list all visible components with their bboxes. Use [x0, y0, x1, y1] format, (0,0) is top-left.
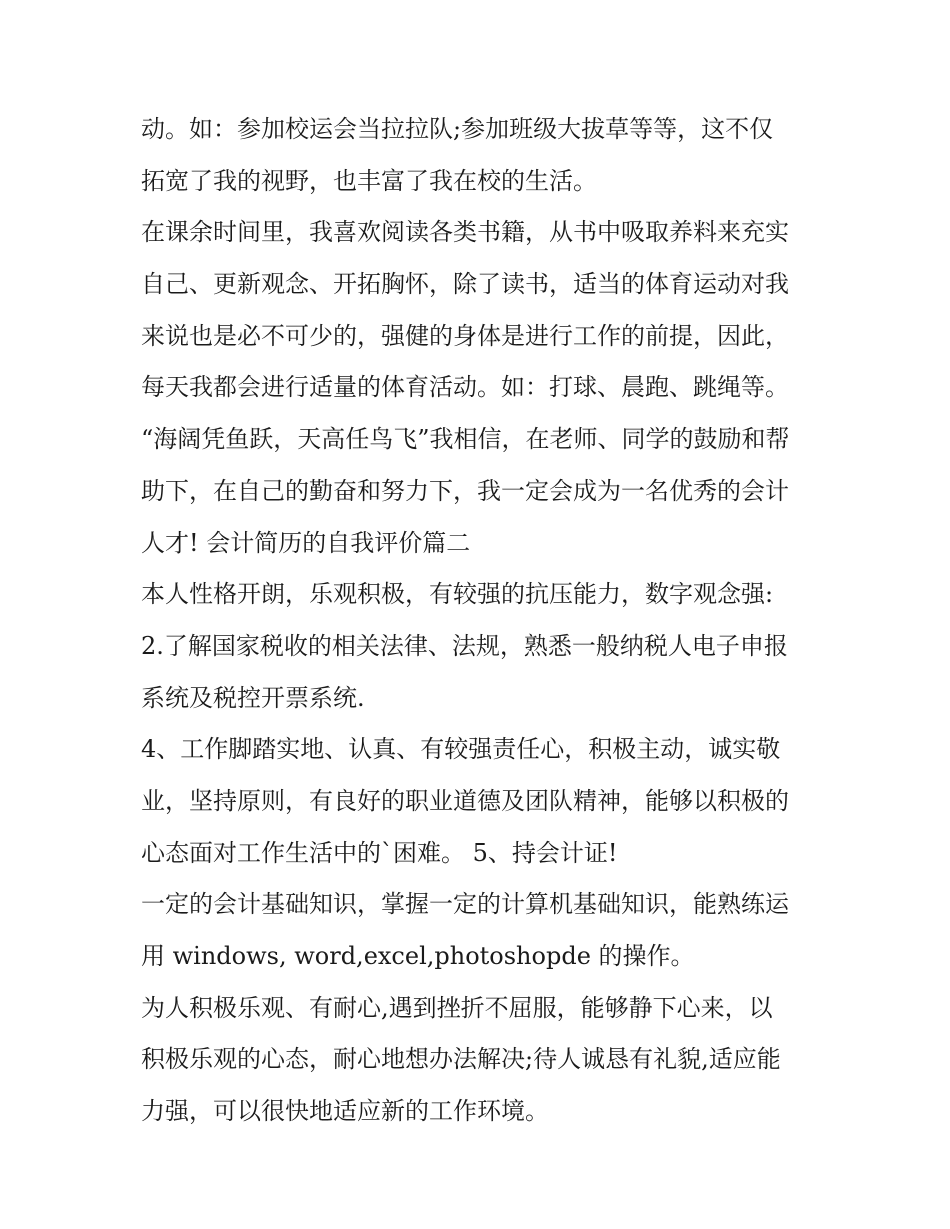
text-line: 来说也是必不可少的，强健的身体是进行工作的前提，因此， [141, 321, 789, 350]
text-line: 自己、更新观念、开拓胸怀，除了读书，适当的体育运动对我 [141, 270, 789, 299]
text-line: 用 windows, word,excel,photoshopde 的操作。 [141, 942, 695, 970]
text-line: 拓宽了我的视野，也丰富了我在校的生活。 [141, 166, 597, 195]
text-line: 2.了解国家税收的相关法律、法规，熟悉一般纳税人电子申报 [141, 631, 788, 660]
text-line: 一定的会计基础知识，掌握一定的计算机基础知识，能熟练运 [141, 890, 789, 919]
text-line: 动。如：参加校运会当拉拉队;参加班级大拔草等等，这不仅 [141, 115, 774, 143]
text-line: “海阔凭鱼跃，天高任鸟飞”我相信，在老师、同学的鼓励和帮 [141, 425, 790, 454]
text-line: 4、工作脚踏实地、认真、有较强责任心，积极主动，诚实敬 [141, 735, 781, 764]
text-line: 心态面对工作生活中的`困难。 5、持会计证! [141, 838, 618, 867]
section-heading-line: 人才! 会计简历的自我评价篇二 [141, 528, 471, 557]
text-line: 每天我都会进行适量的体育活动。如：打球、晨跑、跳绳等。 [141, 373, 789, 402]
text-line: 助下，在自己的勤奋和努力下，我一定会成为一名优秀的会计 [141, 476, 789, 505]
text-line: 为人积极乐观、有耐心,遇到挫折不屈服，能够静下心来，以 [141, 993, 773, 1022]
text-line: 系统及税控开票系统. [141, 683, 365, 712]
text-line: 力强，可以很快地适应新的工作环境。 [141, 1097, 549, 1126]
text-line: 业，坚持原则，有良好的职业道德及团队精神，能够以积极的 [141, 786, 789, 815]
document-body [141, 104, 821, 1138]
text-line: 在课余时间里，我喜欢阅读各类书籍，从书中吸取养料来充实 [141, 218, 789, 247]
text-line: 本人性格开朗，乐观积极，有较强的抗压能力，数字观念强: [141, 580, 774, 609]
text-line: 积极乐观的心态，耐心地想办法解决;待人诚恳有礼貌,适应能 [141, 1045, 781, 1074]
